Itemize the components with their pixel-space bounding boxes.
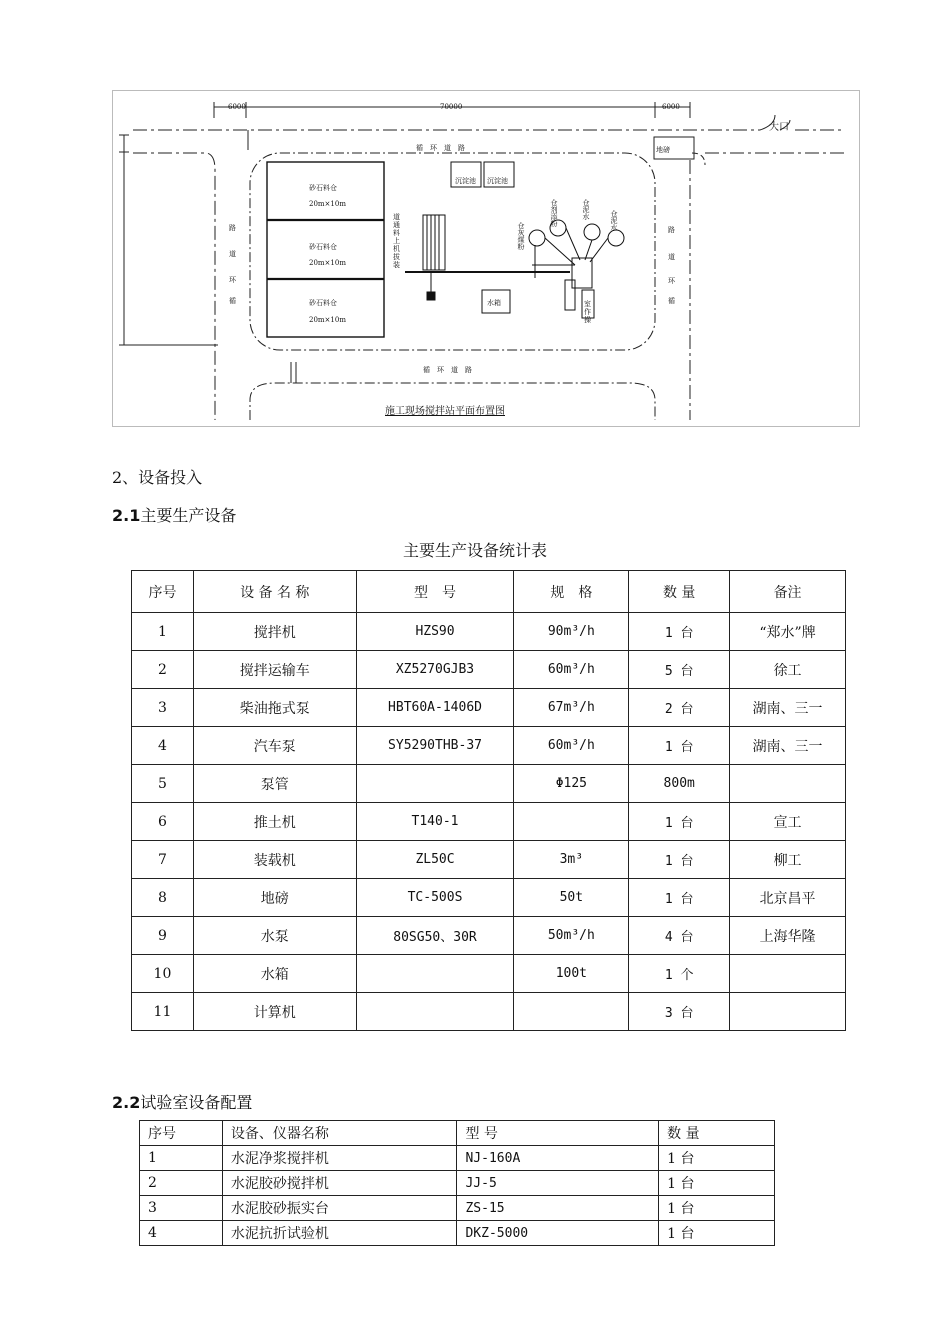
lab-table-row — [140, 1171, 775, 1196]
table-row — [132, 613, 846, 651]
dim-right-label: 6000 — [662, 103, 680, 111]
cell-qty: 1 台 — [629, 841, 730, 879]
lab-cell-name: 水泥抗折试验机 — [222, 1221, 457, 1246]
main-equipment-table — [131, 570, 846, 1031]
lab-cell-qty: 1 台 — [659, 1196, 775, 1221]
conveyor-7: 装 — [393, 261, 400, 269]
cell-name: 装载机 — [193, 841, 356, 879]
table1-caption: 主要生产设备统计表 — [402, 541, 547, 560]
cell-remark — [730, 993, 846, 1031]
table-row — [132, 803, 846, 841]
road-top-label: 循 环 道 路 — [416, 144, 465, 152]
road-left-1: 路 — [229, 224, 236, 232]
bin3-size: 20m×10m — [309, 316, 346, 324]
lab-cell-model: JJ-5 — [457, 1171, 659, 1196]
lab-cell-no: 1 — [140, 1146, 223, 1171]
gate-label: 大口 — [769, 122, 789, 133]
cell-name: 柴油拖式泵 — [193, 689, 356, 727]
cell-qty: 1 台 — [629, 879, 730, 917]
road-bottom-label: 循 环 道 路 — [423, 366, 472, 374]
silo-label-3: 仓灰煤粉 — [517, 222, 525, 250]
cell-qty: 1 台 — [629, 613, 730, 651]
cell-no: 5 — [132, 765, 194, 803]
silo-label-1: 仓剂添粉 — [550, 199, 558, 227]
tank1-label: 沉淀池 — [455, 177, 476, 185]
cell-model — [356, 765, 514, 803]
cell-name: 搅拌机 — [193, 613, 356, 651]
col-header-qty: 数 量 — [629, 571, 730, 613]
cell-model: HZS90 — [356, 613, 514, 651]
cell-no: 10 — [132, 955, 194, 993]
lab-cell-name: 水泥净浆搅拌机 — [222, 1146, 457, 1171]
conveyor-3: 料 — [393, 229, 400, 237]
cell-spec: 3m³ — [514, 841, 629, 879]
col-header-spec: 规 格 — [514, 571, 629, 613]
cell-name: 泵管 — [193, 765, 356, 803]
section-2-2-heading — [112, 1090, 252, 1113]
section-2-2-text: 试验室设备配置 — [140, 1093, 253, 1112]
lab-cell-model: NJ-160A — [457, 1146, 659, 1171]
cell-spec — [514, 993, 629, 1031]
lab-cell-name: 水泥胶砂搅拌机 — [222, 1171, 457, 1196]
cell-model — [356, 993, 514, 1031]
cell-remark — [730, 765, 846, 803]
cell-name: 推土机 — [193, 803, 356, 841]
cell-no: 7 — [132, 841, 194, 879]
site-plan-drawing — [112, 90, 860, 427]
cell-remark: 湖南、三一 — [730, 689, 846, 727]
conveyor-1: 道 — [393, 213, 400, 221]
lab-table-row — [140, 1221, 775, 1246]
bin2-name: 砂石料仓 — [309, 243, 337, 251]
section-2-1-number: 2.1 — [112, 506, 141, 525]
lab-table-row — [140, 1146, 775, 1171]
col-header-name: 设 备 名 称 — [193, 571, 356, 613]
section-2-heading: 2、设备投入 — [112, 468, 203, 487]
control-1: 室 — [584, 300, 591, 308]
cell-remark: 徐工 — [730, 651, 846, 689]
table-row — [132, 727, 846, 765]
cell-no: 3 — [132, 689, 194, 727]
cell-qty: 4 台 — [629, 917, 730, 955]
road-right-4: 循 — [668, 297, 675, 305]
bin3-name: 砂石料仓 — [309, 299, 337, 307]
road-left-3: 环 — [229, 276, 236, 284]
cell-remark: 宣工 — [730, 803, 846, 841]
cell-qty: 2 台 — [629, 689, 730, 727]
col-header-no: 序号 — [132, 571, 194, 613]
table-row — [132, 955, 846, 993]
section-2-2-number: 2.2 — [112, 1093, 141, 1112]
cell-model: 80SG50、30R — [356, 917, 514, 955]
bin2-size: 20m×10m — [309, 259, 346, 267]
col-header-remark: 备注 — [730, 571, 846, 613]
cell-remark: “郑水”牌 — [730, 613, 846, 651]
table-row — [132, 689, 846, 727]
table-row — [132, 917, 846, 955]
conveyor-6: 拔 — [393, 253, 400, 261]
cell-remark: 北京昌平 — [730, 879, 846, 917]
lab-col-header-model: 型 号 — [457, 1121, 659, 1146]
table-row — [132, 651, 846, 689]
plan-title: 施工现场搅拌站平面布置图 — [385, 406, 505, 417]
cell-spec: 90m³/h — [514, 613, 629, 651]
cell-model: ZL50C — [356, 841, 514, 879]
cell-no: 8 — [132, 879, 194, 917]
cell-name: 水泵 — [193, 917, 356, 955]
bin1-name: 砂石料仓 — [309, 184, 337, 192]
scale-label: 地磅 — [656, 146, 670, 154]
conveyor-4: 上 — [393, 237, 400, 245]
cell-spec: 50m³/h — [514, 917, 629, 955]
cell-no: 11 — [132, 993, 194, 1031]
conveyor-5: 机 — [393, 245, 400, 253]
cell-no: 6 — [132, 803, 194, 841]
silo-label-2: 仓泥水 — [582, 199, 590, 220]
table-row — [132, 841, 846, 879]
lab-cell-qty: 1 台 — [659, 1221, 775, 1246]
road-right-1: 路 — [668, 226, 675, 234]
bin1-size: 20m×10m — [309, 200, 346, 208]
lab-col-header-name: 设备、仪器名称 — [222, 1121, 457, 1146]
cell-remark: 柳工 — [730, 841, 846, 879]
cell-qty: 3 台 — [629, 993, 730, 1031]
cell-model — [356, 955, 514, 993]
cell-model: TC-500S — [356, 879, 514, 917]
cell-spec: 60m³/h — [514, 651, 629, 689]
cell-qty: 5 台 — [629, 651, 730, 689]
cell-qty: 1 台 — [629, 803, 730, 841]
cell-name: 搅拌运输车 — [193, 651, 356, 689]
col-header-model: 型 号 — [356, 571, 514, 613]
cell-model: XZ5270GJB3 — [356, 651, 514, 689]
cell-spec: 67m³/h — [514, 689, 629, 727]
table-row — [132, 879, 846, 917]
cell-model: SY5290THB-37 — [356, 727, 514, 765]
control-2: 作 — [584, 308, 591, 316]
road-right-2: 道 — [668, 253, 675, 261]
cell-name: 地磅 — [193, 879, 356, 917]
lab-col-header-no: 序号 — [140, 1121, 223, 1146]
cell-remark: 湖南、三一 — [730, 727, 846, 765]
cell-no: 1 — [132, 613, 194, 651]
lab-cell-qty: 1 台 — [659, 1171, 775, 1196]
cell-no: 2 — [132, 651, 194, 689]
lab-cell-no: 2 — [140, 1171, 223, 1196]
lab-header-row — [140, 1121, 775, 1146]
cell-spec — [514, 803, 629, 841]
cell-qty: 800m — [629, 765, 730, 803]
section-2-1-heading — [112, 503, 236, 526]
lab-cell-no: 4 — [140, 1221, 223, 1246]
cell-remark — [730, 955, 846, 993]
cell-spec: 60m³/h — [514, 727, 629, 765]
lab-cell-model: DKZ-5000 — [457, 1221, 659, 1246]
section-2-1-text: 主要生产设备 — [140, 506, 237, 525]
dim-left-label: 6000 — [228, 103, 246, 111]
lab-col-header-qty: 数 量 — [659, 1121, 775, 1146]
lab-cell-name: 水泥胶砂振实台 — [222, 1196, 457, 1221]
table-row — [132, 765, 846, 803]
cell-spec: Φ125 — [514, 765, 629, 803]
table-header-row — [132, 571, 846, 613]
tank2-label: 沉淀池 — [487, 177, 508, 185]
lab-equipment-table — [139, 1120, 775, 1246]
table-row — [132, 993, 846, 1031]
cell-no: 4 — [132, 727, 194, 765]
lab-table-row — [140, 1196, 775, 1221]
cell-qty: 1 个 — [629, 955, 730, 993]
lab-cell-model: ZS-15 — [457, 1196, 659, 1221]
road-left-2: 道 — [229, 250, 236, 258]
cell-name: 汽车泵 — [193, 727, 356, 765]
road-right-3: 环 — [668, 277, 675, 285]
silo-label-4: 仓泥水 — [610, 210, 618, 231]
cell-model: T140-1 — [356, 803, 514, 841]
cell-spec: 100t — [514, 955, 629, 993]
control-3: 操 — [584, 316, 591, 324]
cell-no: 9 — [132, 917, 194, 955]
cell-spec: 50t — [514, 879, 629, 917]
conveyor-2: 通 — [393, 221, 400, 229]
dim-mid-label: 70000 — [440, 103, 463, 111]
cell-remark: 上海华隆 — [730, 917, 846, 955]
cell-model: HBT60A-1406D — [356, 689, 514, 727]
lab-cell-no: 3 — [140, 1196, 223, 1221]
cell-name: 水箱 — [193, 955, 356, 993]
cell-name: 计算机 — [193, 993, 356, 1031]
road-left-4: 循 — [229, 297, 236, 305]
cell-qty: 1 台 — [629, 727, 730, 765]
water-tank-label: 水箱 — [487, 299, 501, 307]
lab-cell-qty: 1 台 — [659, 1146, 775, 1171]
